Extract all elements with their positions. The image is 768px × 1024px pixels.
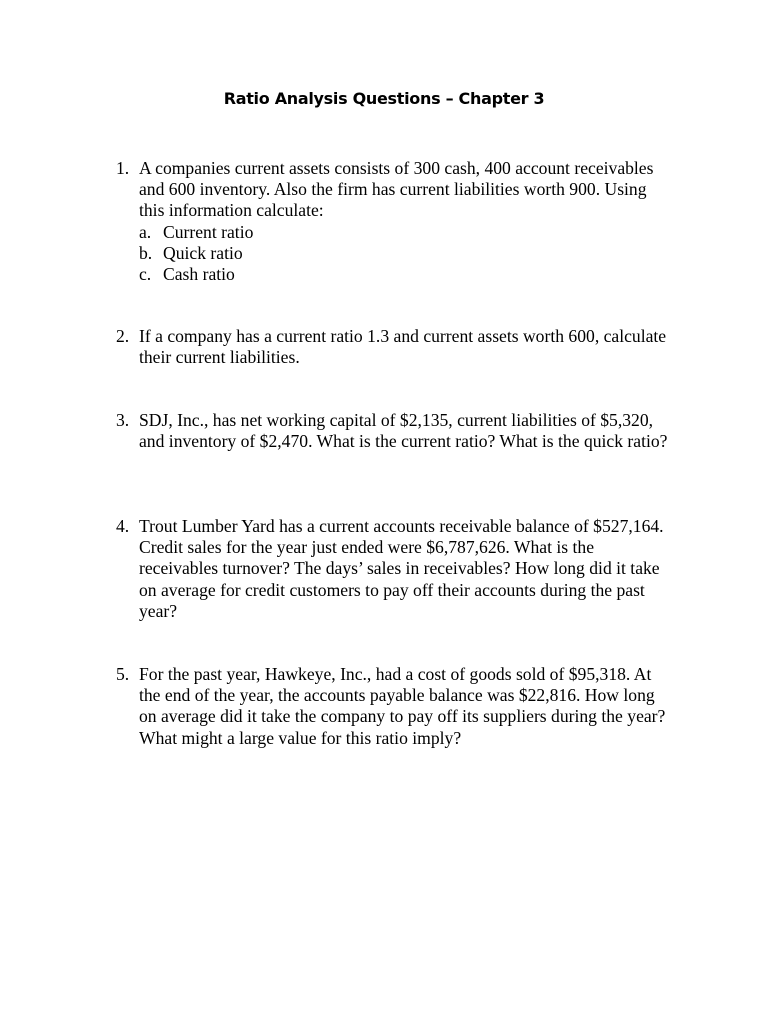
question-text: For the past year, Hawkeye, Inc., had a cost of goods sold of $95,318. At the end of the year, the accounts payable balance was $22,816. How long on average did it take the company to pay off its suppliers during the year? What might a large value for this ratio imply? [139,664,666,748]
sub-item-a [139,222,676,243]
question-number: 5. [116,664,130,684]
sub-item-text: Current ratio [163,221,254,242]
question-4 [116,516,676,622]
question-1 [116,158,676,285]
question-5 [116,664,676,749]
document-title: Ratio Analysis Questions – Chapter 3 [223,89,545,108]
sub-item-letter: a. [139,221,152,242]
question-3 [116,410,676,452]
question-number: 3. [116,410,130,430]
sub-item-c [139,264,676,285]
sub-item-b [139,243,676,264]
question-2 [116,326,676,368]
question-text: If a company has a current ratio 1.3 and current assets worth 600, calculate their current liabilities. [139,326,667,368]
question-text: A companies current assets consists of 300 cash, 400 account receivables and 600 inventory. Also the firm has current liabilities worth 900. Using this information calculate: [139,158,654,221]
question-number: 4. [116,516,130,536]
question-number: 2. [116,326,130,346]
question-number: 1. [116,158,130,178]
sub-item-letter: c. [139,263,152,284]
sub-item-letter: b. [139,242,153,263]
sub-item-text: Cash ratio [163,263,235,284]
sub-item-text: Quick ratio [163,242,243,263]
question-text: SDJ, Inc., has net working capital of $2,135, current liabilities of $5,320, and inventory of $2,470. What is the current ratio? What is the quick ratio? [139,410,668,452]
question-text: Trout Lumber Yard has a current accounts receivable balance of $527,164. Credit sales for the year just ended were $6,787,626. What is the receivables turnover? The days’ sales in receivables? How long did it take on average for credit customers to pay off their accounts during the past year? [139,516,664,621]
